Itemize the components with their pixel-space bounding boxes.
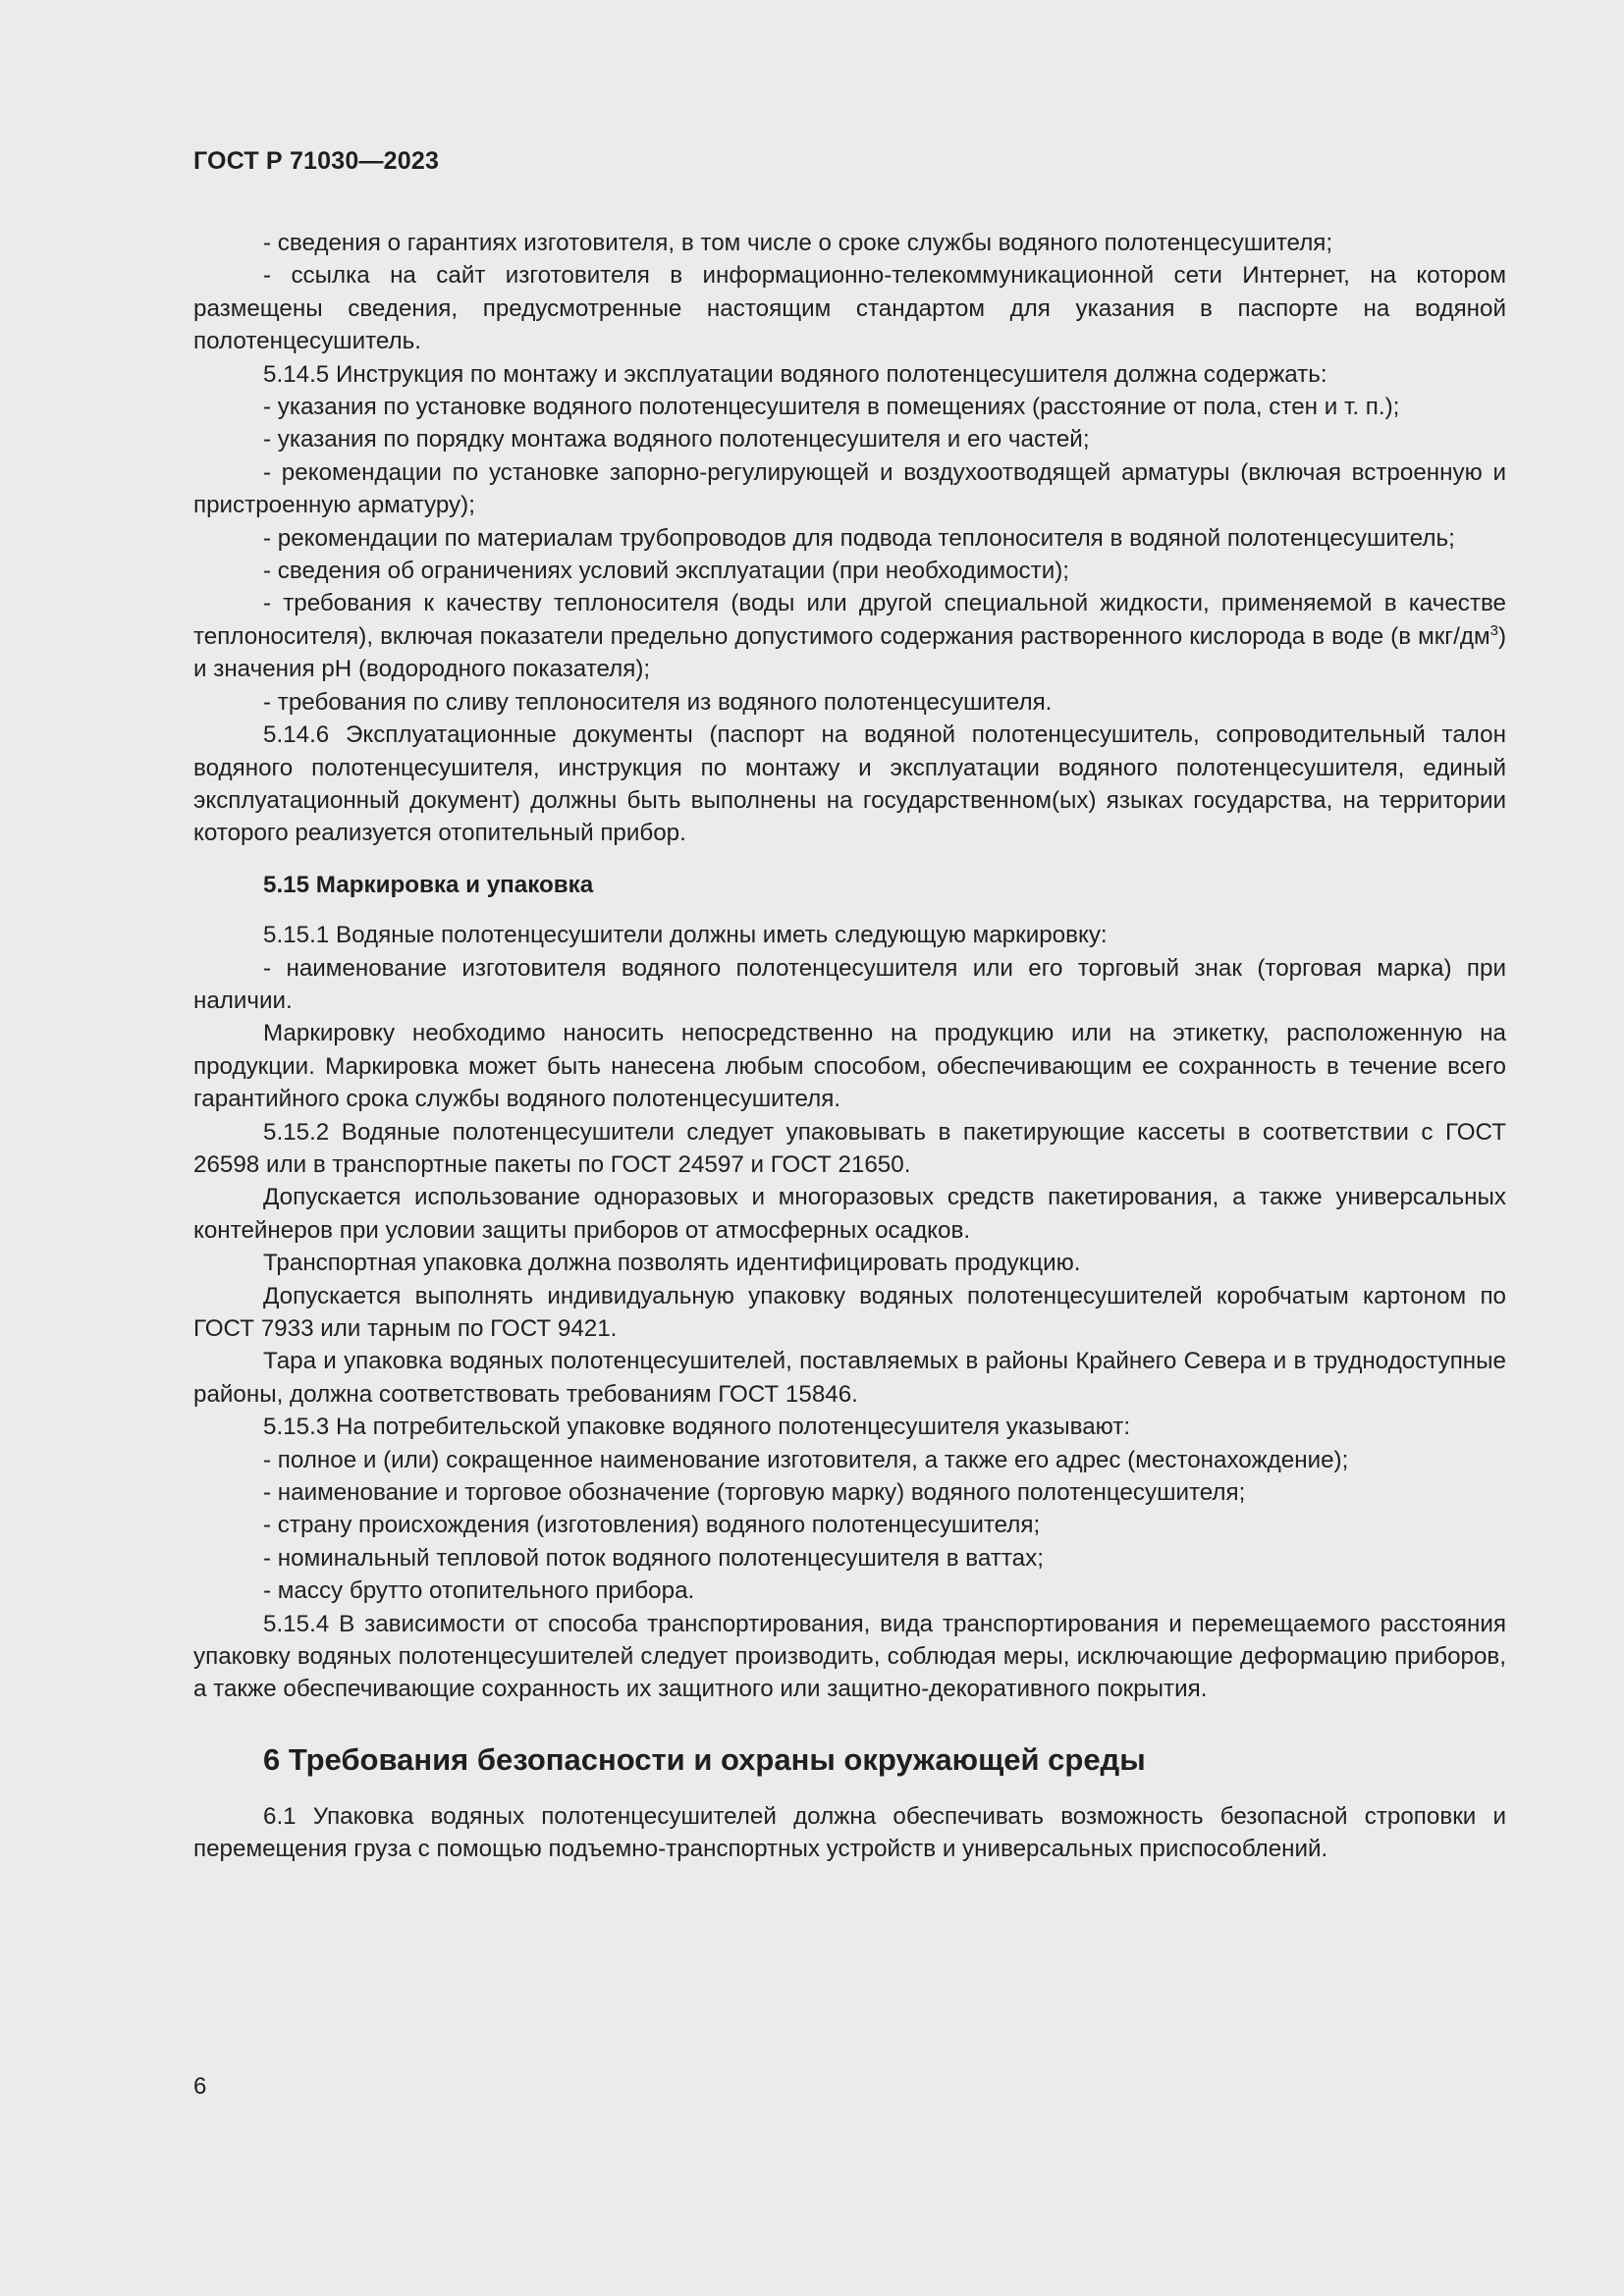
- paragraph: Маркировку необходимо наносить непосредственно на продукцию или на этикетку, расположенную на продукции. Маркировка может быть нанесена любым способом, обеспечивающим ее сохранность в течение всего гарантийного срока службы водяного полотенцесушителя.: [193, 1020, 1506, 1113]
- paragraph: - рекомендации по установке запорно-регулирующей и воздухоотводящей арматуры (включая встроенную и пристроенную арматуру);: [193, 458, 1506, 519]
- paragraph: - ссылка на сайт изготовителя в информационно-телекоммуникационной сети Интернет, на котором размещены сведения, предусмотренные настоящим стандартом для указания в паспорте на водяной полотенцесушитель.: [193, 262, 1506, 355]
- paragraph: - указания по установке водяного полотенцесушителя в помещениях (расстояние от пола, стен и т. п.);: [263, 394, 1400, 421]
- document-body: [193, 227, 1506, 1866]
- water-quality-paragraph: [193, 587, 1506, 685]
- paragraph: - страну происхождения (изготовления) водяного полотенцесушителя;: [263, 1512, 1041, 1539]
- document-code-header: ГОСТ Р 71030—2023: [193, 147, 440, 175]
- paragraph: Транспортная упаковка должна позволять идентифицировать продукцию.: [263, 1250, 1081, 1277]
- paragraph: - наименование и торговое обозначение (торговую марку) водяного полотенцесушителя;: [263, 1479, 1246, 1507]
- paragraph: Допускается выполнять индивидуальную упаковку водяных полотенцесушителей коробчатым картоном по ГОСТ 7933 или тарным по ГОСТ 9421.: [193, 1282, 1506, 1342]
- paragraph: 5.15.3 На потребительской упаковке водяного полотенцесушителя указывают:: [263, 1414, 1131, 1441]
- subsection-title: 5.15 Маркировка и упаковка: [263, 871, 594, 898]
- paragraph: Тара и упаковка водяных полотенцесушителей, поставляемых в районы Крайнего Севера и в труднодоступные районы, должна соответствовать требованиям ГОСТ 15846.: [193, 1348, 1506, 1408]
- paragraph: Допускается использование одноразовых и многоразовых средств пакетирования, а также универсальных контейнеров при условии защиты приборов от атмосферных осадков.: [193, 1184, 1506, 1244]
- section-title: 6 Требования безопасности и охраны окружающей среды: [263, 1741, 1146, 1777]
- paragraph: - наименование изготовителя водяного полотенцесушителя или его торговый знак (торговая марка) при наличии.: [193, 954, 1506, 1014]
- paragraph-text: ) и значения pH (водородного показателя);: [193, 622, 1506, 683]
- paragraph: - номинальный тепловой поток водяного полотенцесушителя в ваттах;: [263, 1544, 1044, 1572]
- page-number: 6: [193, 2073, 207, 2100]
- paragraph: - требования по сливу теплоносителя из водяного полотенцесушителя.: [263, 688, 1053, 716]
- paragraph: 5.14.6 Эксплуатационные документы (паспорт на водяной полотенцесушитель, сопроводительный талон водяного полотенцесушителя, инструкция по монтажу и эксплуатации водяного полотенцесушителя, единый эксплуатационный документ) должны быть выполнены на государственном(ых) языках государства, на территории которого реализуется отопительный прибор.: [193, 721, 1506, 847]
- paragraph: - массу брутто отопительного прибора.: [263, 1577, 695, 1605]
- paragraph: - сведения о гарантиях изготовителя, в том числе о сроке службы водяного полотенцесушителя;: [263, 230, 1333, 256]
- paragraph: 5.15.2 Водяные полотенцесушители следует упаковывать в пакетирующие кассеты в соответствии с ГОСТ 26598 или в транспортные пакеты по ГОСТ 24597 и ГОСТ 21650.: [193, 1118, 1506, 1178]
- paragraph-text: - требования к качеству теплоносителя (воды или другой специальной жидкости, применяемой в качестве теплоносителя), включая показатели предельно допустимого содержания растворенного кислорода в воде (в мкг/дм: [193, 590, 1506, 650]
- paragraph: - рекомендации по материалам трубопроводов для подвода теплоносителя в водяной полотенцесушитель;: [263, 524, 1455, 552]
- paragraph: 5.14.5 Инструкция по монтажу и эксплуатации водяного полотенцесушителя должна содержать:: [263, 360, 1327, 388]
- paragraph: - указания по порядку монтажа водяного полотенцесушителя и его частей;: [263, 426, 1090, 454]
- superscript: 3: [1489, 621, 1498, 639]
- paragraph: 5.15.4 В зависимости от способа транспортирования, вида транспортирования и перемещаемого расстояния упаковку водяных полотенцесушителей следует производить, соблюдая меры, исключающие деформацию приборов, а также обеспечивающие сохранность их защитного или защитно-декоративного покрытия.: [193, 1610, 1506, 1703]
- paragraph: 5.15.1 Водяные полотенцесушители должны иметь следующую маркировку:: [263, 922, 1108, 949]
- paragraph: 6.1 Упаковка водяных полотенцесушителей должна обеспечивать возможность безопасной строповки и перемещения груза с помощью подъемно-транспортных устройств и универсальных приспособлений.: [193, 1802, 1506, 1863]
- paragraph: - сведения об ограничениях условий эксплуатации (при необходимости);: [263, 558, 1070, 585]
- paragraph: - полное и (или) сокращенное наименование изготовителя, а также его адрес (местонахождение);: [263, 1446, 1349, 1473]
